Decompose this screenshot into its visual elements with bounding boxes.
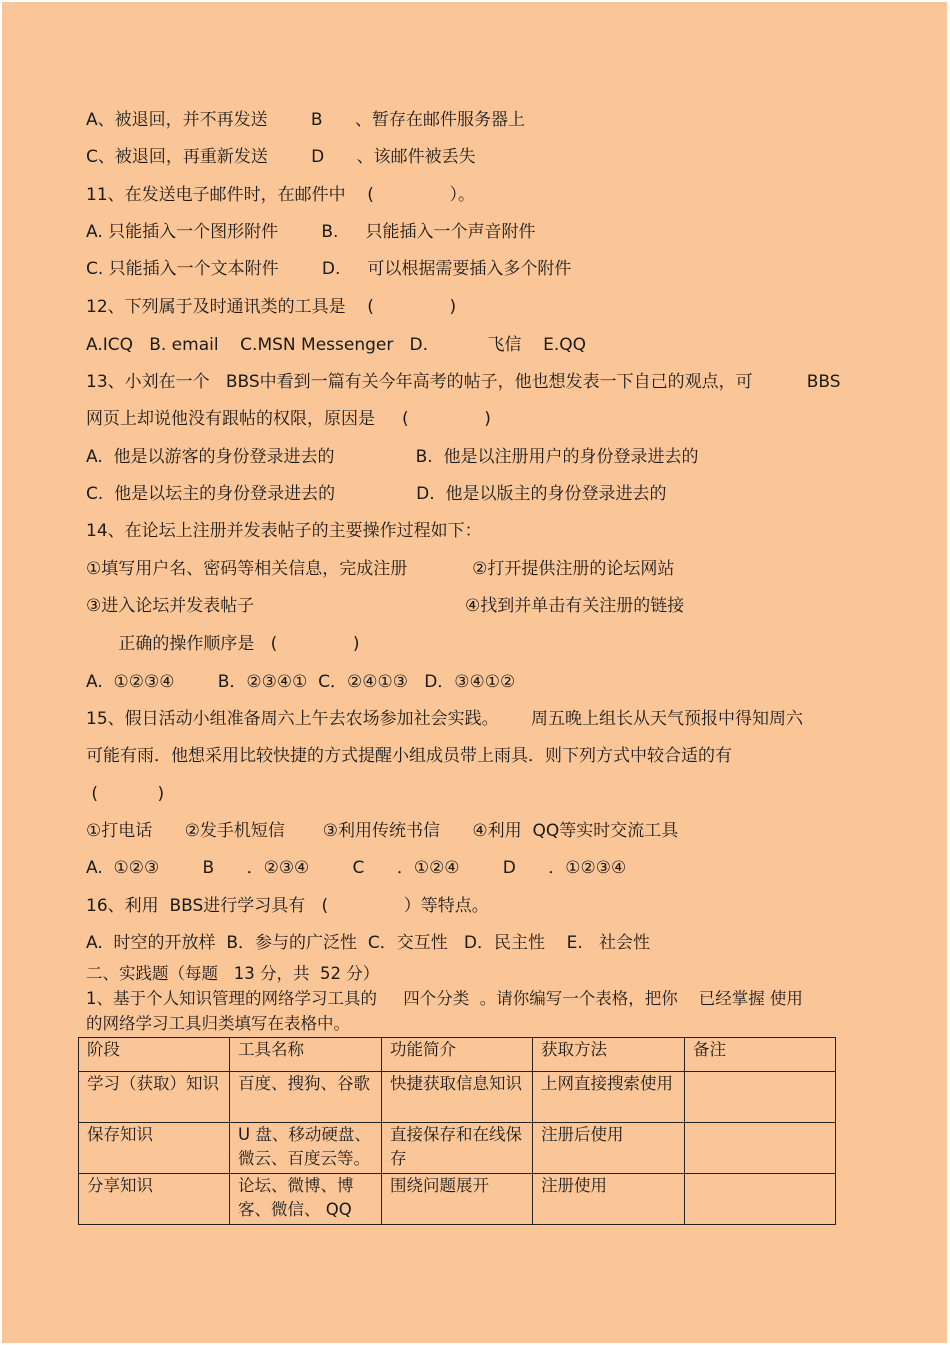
q15-stem-line1: 15、假日活动小组准备周六上午去农场参加社会实践。 周五晚上组长从天气预报中得知周六: [86, 709, 804, 729]
header-cell-stage: 阶段: [79, 1038, 230, 1072]
table-cell: 注册使用: [533, 1174, 685, 1225]
q15-ways: ①打电话 ②发手机短信 ③利用传统书信 ④利用 QQ等实时交流工具: [86, 821, 679, 841]
task1-line2: 的网络学习工具归类填写在表格中。: [86, 1014, 350, 1033]
q13-options-cd: C. 他是以坛主的身份登录进去的 D. 他是以版主的身份登录进去的: [86, 484, 667, 504]
q14-options: A. ①②③④ B．②③④① C．②④①③ D．③④①②: [86, 672, 516, 692]
table-cell: 快捷获取信息知识: [382, 1072, 533, 1123]
table-row: [79, 1123, 836, 1174]
header-cell-tool-name: 工具名称: [230, 1038, 382, 1072]
table-cell: 围绕问题展开: [382, 1174, 533, 1225]
table-cell: 注册后使用: [533, 1123, 685, 1174]
q12-stem: 12、下列属于及时通讯类的工具是 ( ): [86, 297, 457, 317]
q12-options: A.ICQ B. email C.MSN Messenger D. 飞信 E.QQ: [86, 335, 587, 355]
q14-stem: 14、在论坛上注册并发表帖子的主要操作过程如下：: [86, 521, 482, 541]
header-cell-remarks: 备注: [685, 1038, 836, 1072]
q16-stem: 16、利用 BBS进行学习具有 ( ）等特点。: [86, 896, 489, 916]
table-cell: 分享知识: [79, 1174, 230, 1225]
table-cell: 保存知识: [79, 1123, 230, 1174]
table-cell: [685, 1174, 836, 1225]
table-cell: 直接保存和在线保存: [382, 1123, 533, 1174]
q14-steps-3-4: ③进入论坛并发表帖子 ④找到并单击有关注册的链接: [86, 596, 685, 616]
table-row: [79, 1174, 836, 1225]
q13-options-ab: A. 他是以游客的身份登录进去的 B. 他是以注册用户的身份登录进去的: [86, 447, 699, 467]
q15-answer-paren: ( ): [86, 784, 165, 804]
table-cell: 论坛、微博、博客、微信、 QQ: [230, 1174, 382, 1225]
section2-heading: 二、实践题（每题 13 分，共 52 分）: [86, 964, 380, 983]
q15-stem-line2: 可能有雨．他想采用比较快捷的方式提醒小组成员带上雨具．则下列方式中较合适的有: [86, 746, 732, 766]
header-cell-function: 功能简介: [382, 1038, 533, 1072]
table-cell: [685, 1072, 836, 1123]
q10-options-ab: A、被退回，并不再发送 B 、暂存在邮件服务器上: [86, 110, 525, 130]
table-cell: U 盘、移动硬盘、微云、百度云等。: [230, 1123, 382, 1174]
q11-options-ab: A. 只能插入一个图形附件 B. 只能插入一个声音附件: [86, 222, 536, 242]
tools-table: [78, 1037, 836, 1225]
task1-line1: 1、基于个人知识管理的网络学习工具的 四个分类 。请你编写一个表格，把你 已经掌握 使用: [86, 989, 803, 1008]
table-header-row: [79, 1038, 836, 1072]
q11-options-cd: C. 只能插入一个文本附件 D. 可以根据需要插入多个附件: [86, 259, 572, 279]
table-cell: [685, 1123, 836, 1174]
table-cell: 百度、搜狗、谷歌: [230, 1072, 382, 1123]
table-row: [79, 1072, 836, 1123]
header-cell-method: 获取方法: [533, 1038, 685, 1072]
q13-stem-line2: 网页上却说他没有跟帖的权限，原因是 ( ): [86, 409, 491, 429]
table-cell: 学习（获取）知识: [79, 1072, 230, 1123]
q11-stem: 11、在发送电子邮件时，在邮件中 ( ）。: [86, 185, 476, 205]
q16-options: A. 时空的开放样 B．参与的广泛性 C．交互性 D．民主性 E. 社会性: [86, 933, 650, 953]
q14-steps-1-2: ①填写用户名、密码等相关信息，完成注册 ②打开提供注册的论坛网站: [86, 559, 675, 579]
table-cell: 上网直接搜索使用: [533, 1072, 685, 1123]
q10-options-cd: C、被退回，再重新发送 D 、该邮件被丢失: [86, 147, 476, 167]
q15-options: A. ①②③ B ．②③④ C ．①②④ D ．①②③④: [86, 858, 627, 878]
q13-stem-line1: 13、小刘在一个 BBS中看到一篇有关今年高考的帖子，他也想发表一下自己的观点，可 BBS: [86, 372, 841, 392]
q14-order-prompt: 正确的操作顺序是 ( ): [86, 634, 360, 654]
